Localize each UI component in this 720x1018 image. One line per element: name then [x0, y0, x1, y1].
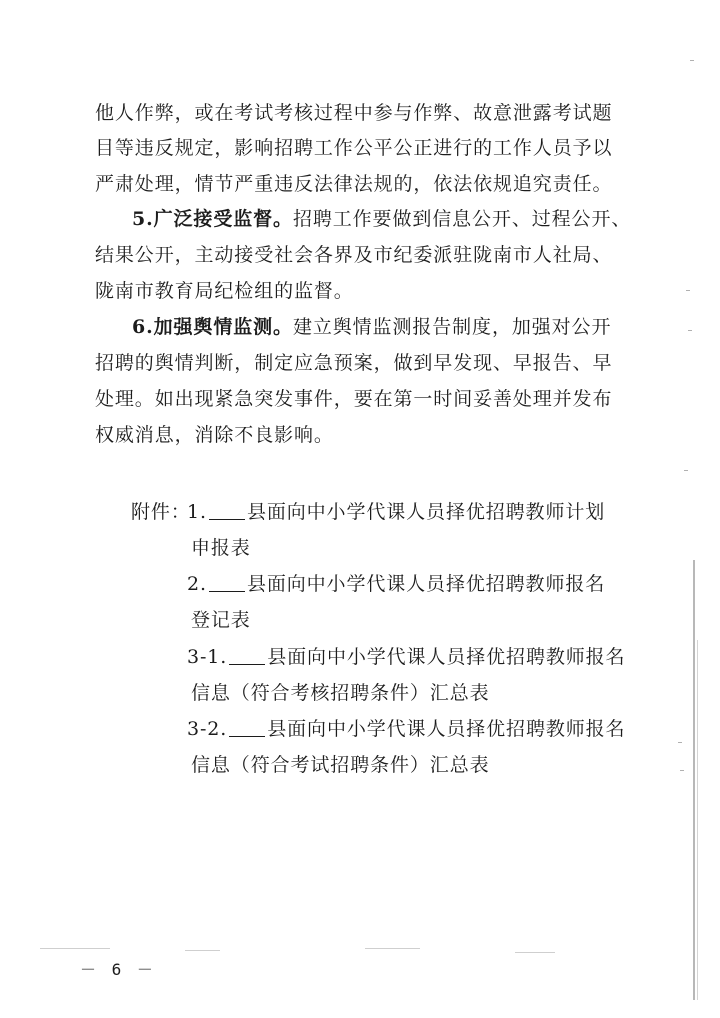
scan-mark	[678, 742, 682, 743]
attachment-item-3-1-cont: 信息（符合考核招聘条件）汇总表	[191, 682, 490, 704]
scan-mark	[686, 290, 690, 291]
attachment-title-3-1: 县面向中小学代课人员择优招聘教师报名	[267, 646, 626, 668]
attachment-num-1: 1.	[187, 501, 207, 523]
body-line-1: 他人作弊，或在考试考核过程中参与作弊、故意泄露考试题	[95, 102, 613, 124]
section-5-heading: 5.广泛接受监督。	[132, 208, 293, 230]
attachment-item-2	[187, 572, 605, 596]
attachment-label: 附件：	[131, 501, 191, 523]
attachment-num-2: 2.	[187, 573, 207, 595]
scan-mark	[690, 60, 694, 61]
section-6-line	[132, 315, 611, 339]
scan-edge-line	[697, 640, 698, 1000]
scan-mark	[684, 470, 688, 471]
section-6-text: 建立舆情监测报告制度，加强对公开	[292, 316, 612, 338]
attachment-num-3-2: 3-2.	[187, 718, 228, 740]
attachment-item-1-cont: 申报表	[191, 537, 251, 559]
scan-edge-line	[693, 560, 695, 1000]
section-5-line	[132, 207, 631, 231]
page-number: － 6 －	[80, 960, 156, 979]
blank-underline	[229, 646, 265, 665]
attachment-item-3-2-cont: 信息（符合考试招聘条件）汇总表	[191, 754, 490, 776]
attachment-title-1: 县面向中小学代课人员择优招聘教师计划	[246, 501, 606, 523]
blank-underline	[209, 573, 245, 592]
attachment-num-3-1: 3-1.	[187, 646, 228, 668]
body-line-6: 陇南市教育局纪检组的监督。	[95, 280, 354, 302]
blank-underline	[209, 501, 245, 520]
attachment-item-1	[187, 500, 605, 524]
scan-smudge	[365, 948, 420, 949]
attachment-item-2-cont: 登记表	[191, 609, 251, 631]
body-line-5: 结果公开，主动接受社会各界及市纪委派驻陇南市人社局、	[95, 244, 613, 266]
body-line-3: 严肃处理，情节严重违反法律法规的，依法依规追究责任。	[95, 173, 613, 195]
body-line-10: 权威消息，消除不良影响。	[95, 424, 334, 446]
attachment-item-3-2	[187, 717, 625, 741]
body-line-2: 目等违反规定，影响招聘工作公平公正进行的工作人员予以	[95, 137, 613, 159]
scan-mark	[688, 330, 692, 331]
attachment-title-2: 县面向中小学代课人员择优招聘教师报名	[246, 573, 606, 595]
attachment-item-3-1	[187, 645, 625, 669]
scan-smudge	[515, 952, 555, 953]
section-6-heading: 6.加强舆情监测。	[132, 316, 293, 338]
scan-mark	[680, 770, 684, 771]
blank-underline	[229, 718, 265, 737]
scan-smudge	[185, 950, 220, 951]
section-5-text: 招聘工作要做到信息公开、过程公开、	[292, 208, 632, 230]
body-line-8: 招聘的舆情判断，制定应急预案，做到早发现、早报告、早	[95, 352, 613, 374]
scan-smudge	[40, 948, 110, 949]
attachment-title-3-2: 县面向中小学代课人员择优招聘教师报名	[267, 718, 626, 740]
body-line-9: 处理。如出现紧急突发事件，要在第一时间妥善处理并发布	[95, 388, 613, 410]
